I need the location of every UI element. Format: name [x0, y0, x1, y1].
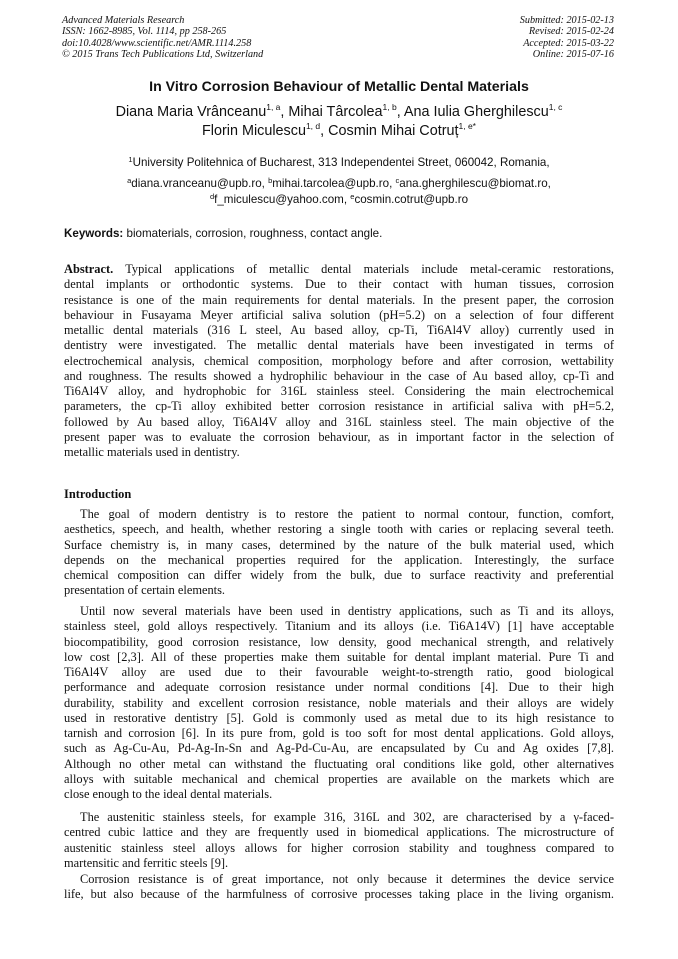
paragraph-line: tarnish and corrosion [6]. In its pure from, gold is too soft for most dental applications. Gold alloys,: [64, 726, 614, 740]
abstract-line: [64, 262, 614, 277]
paragraph-line: The austenitic stainless steels, for example 316, 316L and 302, are characterised by a γ-faced-: [80, 810, 614, 824]
abstract-line: dental implants or orthodontic systems. Due to their contact with human tissues, corrosion: [64, 277, 614, 292]
author-marker: 1, e*: [458, 121, 476, 131]
abstract-label: Abstract.: [64, 262, 114, 276]
author-separator: ,: [280, 104, 289, 120]
author-name: Diana Maria Vrânceanu: [115, 104, 267, 120]
email-address: f_miculescu@yahoo.com,: [214, 193, 351, 206]
abstract-line: resistance is one of the main requirements for dental materials. In the present paper, the corrosion: [64, 292, 614, 307]
intro-paragraph-4: [64, 872, 614, 903]
paragraph-line: used in restorative dentistry [5]. Gold is commonly used as metal due to its high resistance to: [64, 710, 614, 725]
abstract-line: metallic dental materials (316 L steel, Au based alloy, cp-Ti, Ti6Al4V alloy) currently used in: [64, 323, 614, 337]
paragraph-line: close enough to the ideal dental materials.: [64, 787, 273, 801]
author-separator: ,: [396, 104, 404, 120]
paragraph-line: performance and adequate corrosion resistance under normal conditions [4]. Due to their high: [64, 680, 614, 695]
email-marker: c: [395, 176, 400, 185]
abstract-line: metallic materials used in dentistry.: [64, 445, 240, 459]
abstract-line: followed by Au based alloy, Ti6Al4V alloy and 316L stainless steel. The main objective of the: [64, 414, 614, 429]
author-name: Ana Iulia Gherghilescu: [403, 104, 549, 120]
paragraph-line: chemical composition can differ widely from the bulk, due to surface reactivity and preferential: [64, 568, 614, 582]
paragraph-line: biocompatibility, good corrosion resistance, low density, good mechanical strength, and relatively: [64, 634, 614, 649]
abstract-line: and roughness. The results showed a hydrophilic behaviour in the case of Au based alloy, cp-Ti and: [64, 368, 614, 383]
paragraph-line: centred cubic lattice and they are frequently used in biomedical applications. The microstructure of: [64, 825, 614, 840]
abstract-line: Ti6Al4V alloy, and hydrophobic for 316L stainless steel. Considering the main electrochemical: [64, 384, 614, 398]
journal-name: Advanced Materials Research: [62, 15, 185, 26]
email-line-2: [0, 192, 678, 206]
author-name: Florin Miculescu: [201, 123, 306, 139]
paragraph-line: depends on the mechanical properties required for the application. Interestingly, the surface: [64, 552, 614, 567]
paragraph-line: life, but also because of the harmfulness of corrosive processes taking place in the living organism.: [64, 887, 614, 902]
affiliation-marker: 1: [128, 155, 133, 164]
paragraph-line: Until now several materials have been used in dentistry applications, such as Ti and its alloys,: [80, 604, 614, 618]
intro-paragraph-1: [64, 507, 614, 599]
online-date: Online: 2015-07-16: [532, 48, 614, 60]
affiliation-text: University Politehnica of Bucharest, 313 Independentei Street, 060042, Romania,: [132, 156, 550, 169]
paragraph-line: presentation of certain elements.: [64, 583, 226, 598]
copyright-line: © 2015 Trans Tech Publications Ltd, Switzerland: [62, 48, 264, 60]
email-marker: e: [350, 192, 355, 201]
revised-date: Revised: 2015-02-24: [528, 26, 614, 38]
keywords: [64, 227, 382, 240]
paragraph-line: martensitic and ferritic steels [9].: [64, 855, 229, 870]
paragraph-line: The goal of modern dentistry is to restore the patient to normal contour, function, comfort,: [80, 507, 614, 521]
paragraph-line: such as Ag-Cu-Au, Pd-Ag-In-Sn and Ag-Pd-Cu-Au, are encapsulated by Cu and Ag oxides [7,8].: [64, 741, 614, 756]
email-line-1: [0, 176, 678, 190]
abstract: [64, 262, 614, 460]
issn-line: ISSN: 1662-8985, Vol. 1114, pp 258-265: [62, 26, 227, 38]
keywords-text: biomaterials, corrosion, roughness, contact angle.: [123, 227, 383, 240]
paragraph-line: low cost [2,3]. All of these properties make them suitable for dental implant material. Pure Ti and: [64, 649, 614, 664]
paragraph-line: stainless steel, gold alloys respectively. Titanium and its alloys (i.e. Ti6A14V) [1] have acceptable: [64, 619, 614, 634]
abstract-line: behaviour in Fusayama Meyer artificial saliva solution (pH=5.2) on a selection of four different: [64, 307, 614, 322]
abstract-line-text: Typical applications of metallic dental materials include metal-ceramic restorations,: [113, 262, 614, 276]
email-address: cosmin.cotrut@upb.ro: [354, 193, 469, 206]
journal-info: [62, 15, 263, 60]
paragraph-line: aesthetics, speech, and health, whether restoring a single tooth with caries or replacing several teeth.: [64, 522, 614, 537]
doi-line: doi:10.4028/www.scientific.net/AMR.1114.258: [62, 37, 252, 49]
paragraph-line: Ti6Al4V alloy are used due to their favourable weight-to-strength ratio, good biological: [64, 665, 614, 679]
paragraph-line: austenitic stainless steel alloys allows for higher corrosion stability and toughness compared to: [64, 840, 614, 855]
intro-paragraph-3: [64, 810, 614, 871]
intro-paragraph-2: [64, 604, 614, 802]
abstract-line: parameters, the cp-Ti alloy exhibited better corrosion resistance in artificial saliva with pH=5.2,: [64, 399, 614, 414]
abstract-line: present paper was to evaluate the corrosion behaviour, as in important factor in the selection of: [64, 429, 614, 444]
paragraph-line: Although no other metal can withstand the fluctuating oral conditions like gold, other alternatives: [64, 756, 614, 771]
publication-dates: [520, 15, 614, 60]
author-marker: 1, c: [548, 102, 563, 112]
author-marker: 1, d: [305, 121, 321, 131]
accepted-date: Accepted: 2015-03-22: [523, 37, 614, 49]
abstract-line: dentistry were investigated. The metallic dental materials have been investigated in terms of: [64, 338, 614, 353]
paragraph-line: alloys with suitable mechanical and chemical properties are available on the markets which are: [64, 771, 614, 786]
affiliation: [0, 155, 678, 169]
abstract-line: electrochemical analysis, chemical composition, morphology before and after corrosion, wettability: [64, 353, 614, 368]
paragraph-line: durability, stability and excellent corrosion resistance, noble materials and their alloys are widely: [64, 695, 614, 710]
author-name: Mihai Târcolea: [288, 104, 383, 120]
author-separator: ,: [320, 123, 329, 139]
email-address: diana.vranceanu@upb.ro,: [131, 177, 269, 190]
email-address: ana.gherghilescu@biomat.ro,: [399, 177, 551, 190]
section-heading-introduction: Introduction: [64, 487, 132, 501]
author-line-2: [0, 121, 678, 139]
paragraph-line: Corrosion resistance is of great importance, not only because it determines the device service: [80, 872, 614, 886]
author-marker: 1, a: [266, 102, 281, 112]
email-marker: a: [127, 176, 132, 185]
email-marker: d: [209, 192, 215, 201]
author-name: Cosmin Mihai Cotruț: [328, 123, 459, 139]
author-marker: 1, b: [382, 102, 397, 112]
paragraph-line: Surface chemistry is, in many cases, determined by the nature of the bulk material used, which: [64, 537, 614, 552]
keywords-label: Keywords:: [64, 227, 124, 240]
submitted-date: Submitted: 2015-02-13: [519, 15, 614, 26]
email-address: mihai.tarcolea@upb.ro,: [272, 177, 396, 190]
paper-title: In Vitro Corrosion Behaviour of Metallic Dental Materials: [149, 79, 529, 95]
author-line-1: [0, 102, 678, 120]
email-marker: b: [268, 176, 273, 185]
